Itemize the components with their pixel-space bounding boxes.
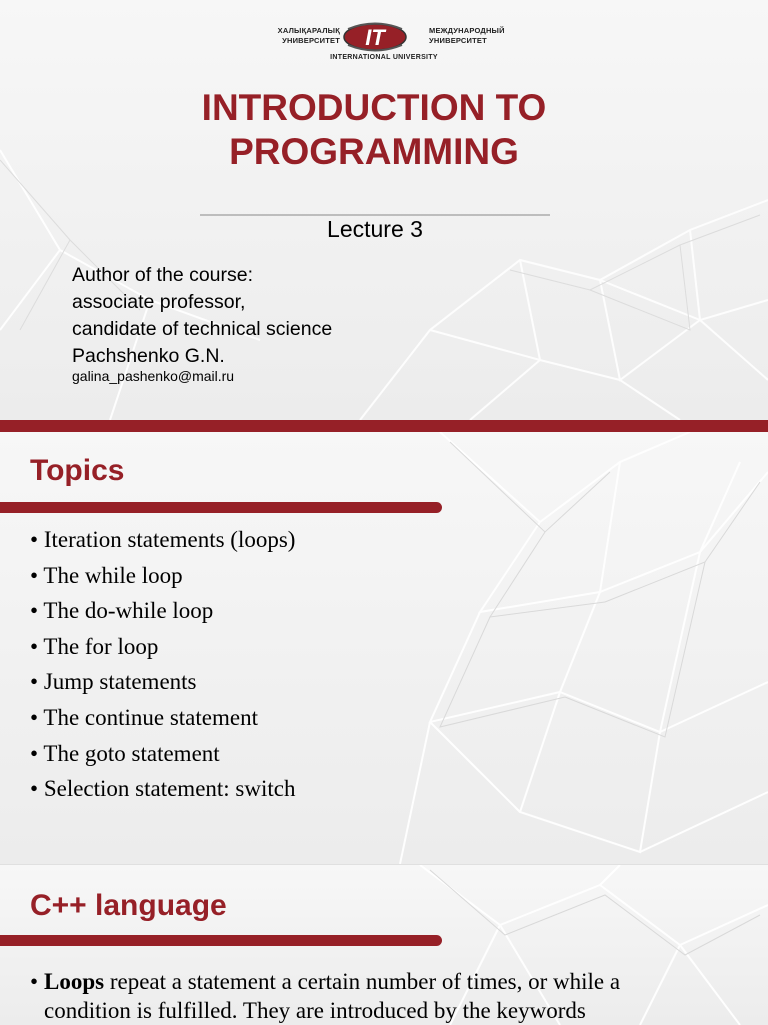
list-item: • The while loop bbox=[30, 558, 295, 594]
university-emblem-icon bbox=[342, 20, 408, 54]
list-item: • The do-while loop bbox=[30, 593, 295, 629]
list-item: • The for loop bbox=[30, 629, 295, 665]
heading-underline-bar bbox=[0, 935, 442, 946]
author-line: Pachshenko G.N. bbox=[72, 345, 225, 367]
loops-description bbox=[30, 967, 720, 1025]
topics-slide bbox=[0, 432, 768, 864]
logo-kazakh-line2: УНИВЕРСИТЕТ bbox=[282, 36, 340, 45]
heading-underline-bar bbox=[0, 502, 442, 513]
author-line: Author of the course: bbox=[72, 264, 254, 286]
logo-english-text: INTERNATIONAL UNIVERSITY bbox=[330, 54, 438, 61]
list-item: • The continue statement bbox=[30, 700, 295, 736]
course-title bbox=[0, 86, 748, 174]
list-item: • Jump statements bbox=[30, 664, 295, 700]
list-item: • Iteration statements (loops) bbox=[30, 522, 295, 558]
university-logo bbox=[268, 20, 505, 66]
list-item: • The goto statement bbox=[30, 736, 295, 772]
topics-list bbox=[30, 522, 295, 807]
author-email: galina_pashenko@mail.ru bbox=[72, 368, 235, 384]
logo-russian-text bbox=[429, 26, 504, 46]
logo-kazakh-line1: ХАЛЫҚАРАЛЫҚ bbox=[277, 26, 340, 35]
title-slide bbox=[0, 0, 768, 420]
topics-heading: Topics bbox=[30, 454, 125, 487]
course-title-line2: PROGRAMMING bbox=[229, 131, 519, 172]
loops-term: Loops bbox=[44, 969, 105, 994]
logo-russian-line1: МЕЖДУНАРОДНЫЙ bbox=[429, 26, 505, 35]
author-line: associate professor, bbox=[72, 291, 246, 313]
loops-description-line1: repeat a statement a certain number of times, or while a bbox=[104, 969, 621, 994]
loops-description-line2: condition is fulfilled. They are introduced by the keywords bbox=[44, 998, 586, 1023]
slide-separator-bar bbox=[0, 420, 768, 432]
author-line: candidate of technical science bbox=[72, 318, 333, 340]
logo-russian-line2: УНИВЕРСИТЕТ bbox=[429, 36, 487, 45]
author-block bbox=[72, 262, 332, 370]
logo-kazakh-text bbox=[268, 26, 340, 46]
list-item: • Selection statement: switch bbox=[30, 771, 295, 807]
course-title-line1: INTRODUCTION TO bbox=[201, 87, 547, 128]
cpp-language-slide bbox=[0, 864, 768, 1025]
emblem-letters: IT bbox=[365, 25, 385, 50]
bullet-marker: • bbox=[30, 969, 39, 994]
lecture-number: Lecture 3 bbox=[327, 216, 423, 242]
cpp-language-heading: C++ language bbox=[30, 889, 227, 922]
